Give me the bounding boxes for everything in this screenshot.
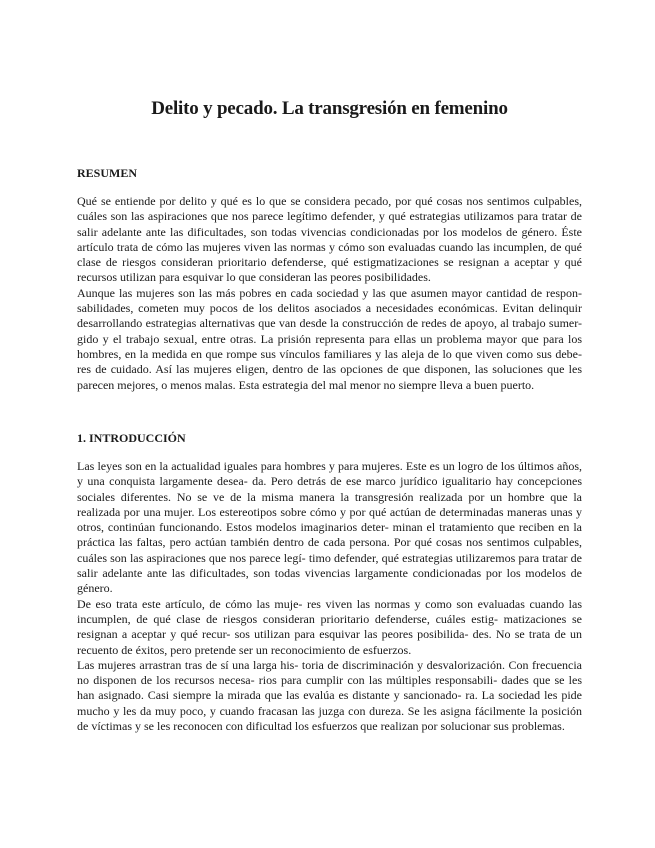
- resumen-body: [77, 194, 582, 393]
- resumen-paragraph-1: Qué se entiende por delito y qué es lo que se considera pecado, por qué cosas nos sentimos culpables, cuáles son las aspiraciones que nos parece legítimo defender, y qué estrategias utilizamos para tratar de salir adelante ante las dificultades, son todas vivencias condicionadas por los modelos de género. Éste artículo trata de cómo las mujeres viven las normas y cómo son evaluadas cuando las incumplen, de qué clase de riesgos consideran prioritario defenderse, qué estigmatizaciones se resignan a aceptar y qué recursos utilizan para esquivar lo que consideran las peores posibilidades.: [77, 194, 582, 285]
- introduccion-paragraph-1: Las leyes son en la actualidad iguales para hombres y para mujeres. Este es un logro de los últimos años, y una conquista largamente desea- da. Pero detrás de ese marco jurídico igualitario hay concepciones sociales diferentes. No se ve de la misma manera la transgresión realizada por un hombre que la realizada por una mujer. Los estereotipos sobre cómo y por qué actúan de determinadas maneras unas y otros, continúan funcionando. Estos modelos imaginarios deter- minan el tratamiento que reciben en la práctica las faltas, pero actúan también dentro de cada persona. Por qué cosas nos sentimos culpables, cuáles son las aspiraciones que nos parece legí- timo defender, qué estrategias utilizaremos para tratar de salir adelante ante las dificultades, son todas vivencias largamente condicionadas por los modelos de género.: [77, 459, 582, 596]
- article-title: Delito y pecado. La transgresión en femenino: [151, 98, 508, 119]
- introduccion-heading: 1. INTRODUCCIÓN: [77, 431, 186, 445]
- introduccion-paragraph-3: Las mujeres arrastran tras de sí una larga his- toria de discriminación y desvalorización. Con frecuencia no disponen de los recursos necesa- rios para cumplir con las múltiples responsabili- dades que se les han asignado. Casi siempre la mirada que las evalúa es distante y sancionado- ra. La sociedad les pide mucho y les da muy poco, y cuando fracasan las juzga con dureza. Se les asigna fácilmente la posición de víctimas y se les reconocen con dificultad los esfuerzos que realizan por solucionar sus problemas.: [77, 657, 582, 734]
- introduccion-body: [77, 459, 582, 734]
- introduccion-paragraph-2: De eso trata este artículo, de cómo las muje- res viven las normas y como son evaluadas cuando las incumplen, de qué clase de riesgos consideran prioritario defenderse, cuáles estig- matizaciones se resignan a aceptar y qué recur- sos utilizan para esquivar las peores posibilida- des. No se trata de un recuento de éxitos, pero pretende ser un reconocimiento de esfuerzos.: [77, 596, 582, 657]
- resumen-heading: RESUMEN: [77, 166, 138, 180]
- resumen-paragraph-2: Aunque las mujeres son las más pobres en cada sociedad y las que asumen mayor cantidad de respon- sabilidades, cometen muy pocos de los delitos asociados a necesidades económicas. Evitan delinquir desarrollando estrategias alternativas que van desde la construcción de redes de apoyo, al trabajo sumer- gido y el trabajo sexual, entre otras. La prisión representa para ellas un problema mayor que para los hombres, en la medida en que rompe sus vínculos familiares y las aleja de lo que viven como sus debe- res de cuidado. Así las mujeres eligen, dentro de las opciones de que disponen, las soluciones que les parecen mejores, o menos malas. Esta estrategia del mal menor no siempre lleva a buen puerto.: [77, 285, 582, 392]
